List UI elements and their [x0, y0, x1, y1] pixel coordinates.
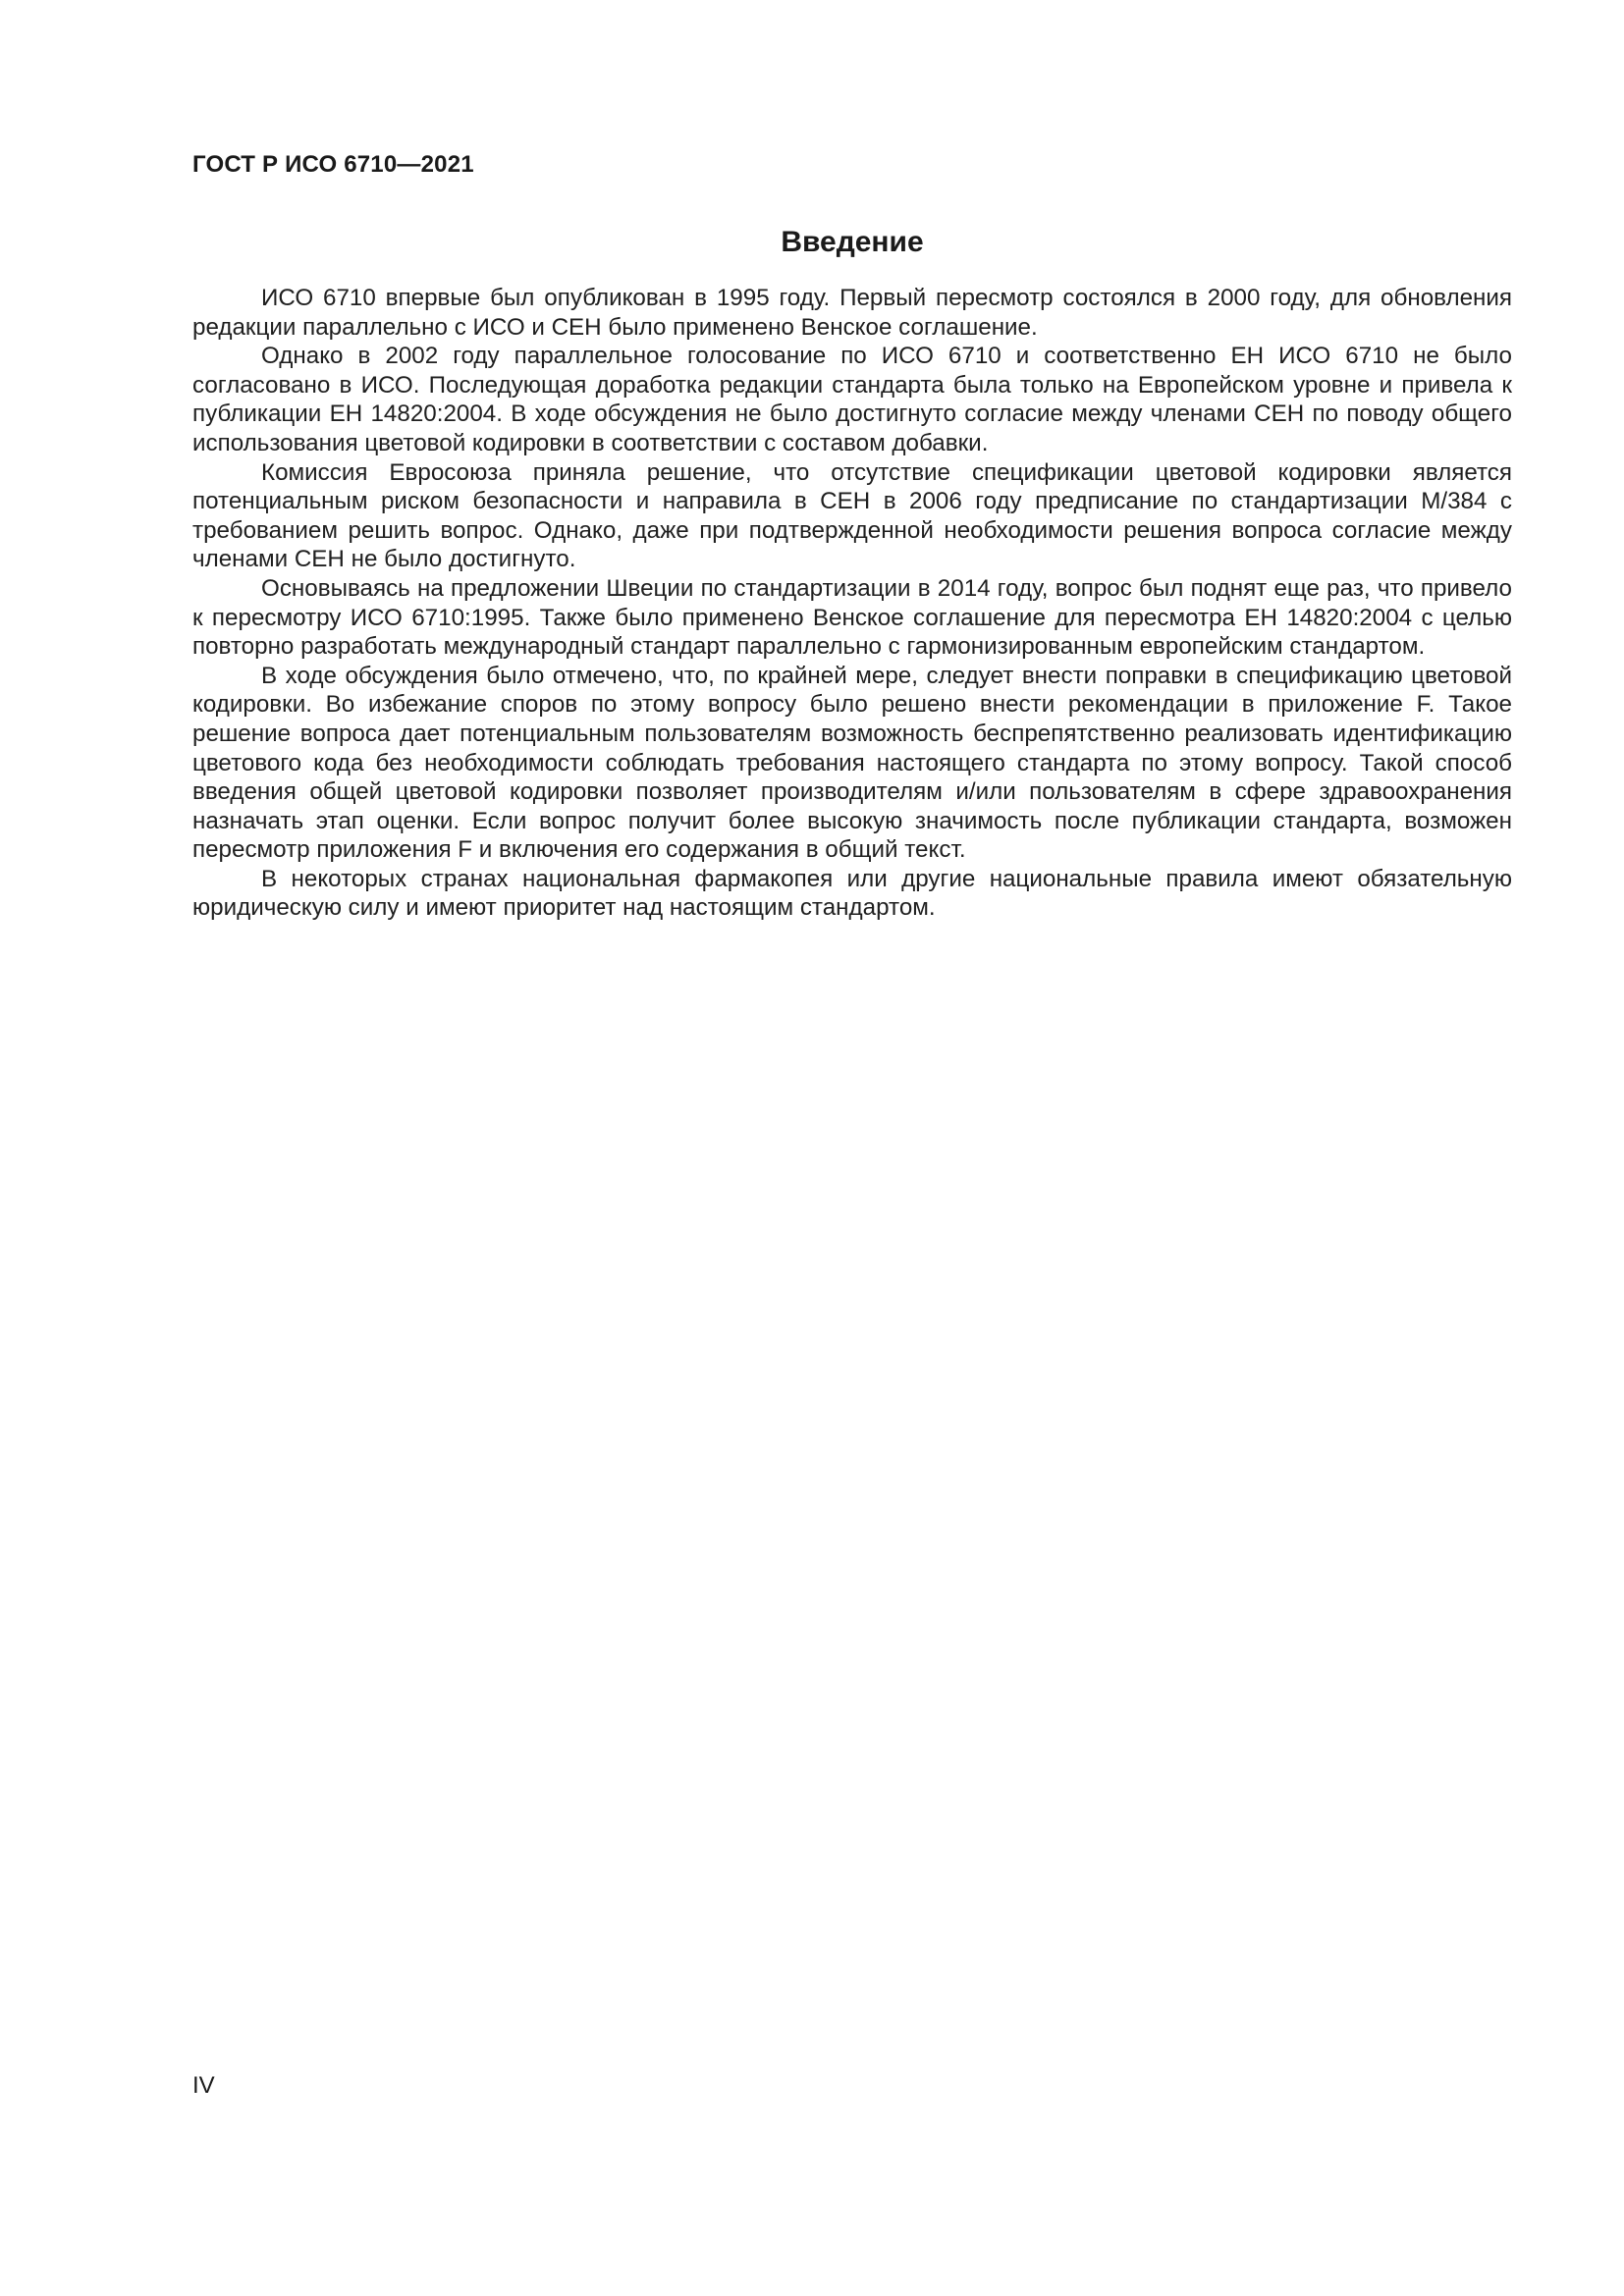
paragraph: Комиссия Евросоюза приняла решение, что отсутствие спецификации цветовой кодировки является потенциальным риском безопасности и направила в СЕН в 2006 году предписание по стандартизации М/384 с требованием решить вопрос. Однако, даже при подтвержденной необходимости решения вопроса согласие между членами СЕН не было достигнуто. [192, 458, 1512, 573]
paragraph: Основываясь на предложении Швеции по стандартизации в 2014 году, вопрос был поднят еще раз, что привело к пересмотру ИСО 6710:1995. Также было применено Венское соглашение для пересмотра ЕН 14820:2004 с целью повторно разработать международный стандарт параллельно с гармонизированным европейским стандартом. [192, 574, 1512, 661]
paragraph: В ходе обсуждения было отмечено, что, по крайней мере, следует внести поправки в спецификацию цветовой кодировки. Во избежание споров по этому вопросу было решено внести рекомендации в приложение F. Такое решение вопроса дает потенциальным пользователям возможность беспрепятственно реализовать идентификацию цветового кода без необходимости соблюдать требования настоящего стандарта по этому вопросу. Такой способ введения общей цветовой кодировки позволяет производителям и/или пользователям в сфере здравоохранения назначать этап оценки. Если вопрос получит более высокую значимость после публикации стандарта, возможен пересмотр приложения F и включения его содержания в общий текст. [192, 662, 1512, 864]
body-text [192, 284, 1512, 923]
paragraph: Однако в 2002 году параллельное голосование по ИСО 6710 и соответственно ЕН ИСО 6710 не было согласовано в ИСО. Последующая доработка редакции стандарта была только на Европейском уровне и привела к публикации ЕН 14820:2004. В ходе обсуждения не было достигнуто согласие между членами СЕН по поводу общего использования цветовой кодировки в соответствии с составом добавки. [192, 343, 1512, 456]
paragraph: В некоторых странах национальная фармакопея или другие национальные правила имеют обязательную юридическую силу и имеют приоритет над настоящим стандартом. [192, 865, 1512, 922]
document-header: ГОСТ Р ИСО 6710—2021 [192, 151, 474, 178]
paragraph: ИСО 6710 впервые был опубликован в 1995 году. Первый пересмотр состоялся в 2000 году, для обновления редакции параллельно с ИСО и СЕН было применено Венское соглашение. [192, 285, 1512, 341]
page-number: IV [192, 2072, 215, 2099]
section-title: Введение [781, 226, 924, 258]
